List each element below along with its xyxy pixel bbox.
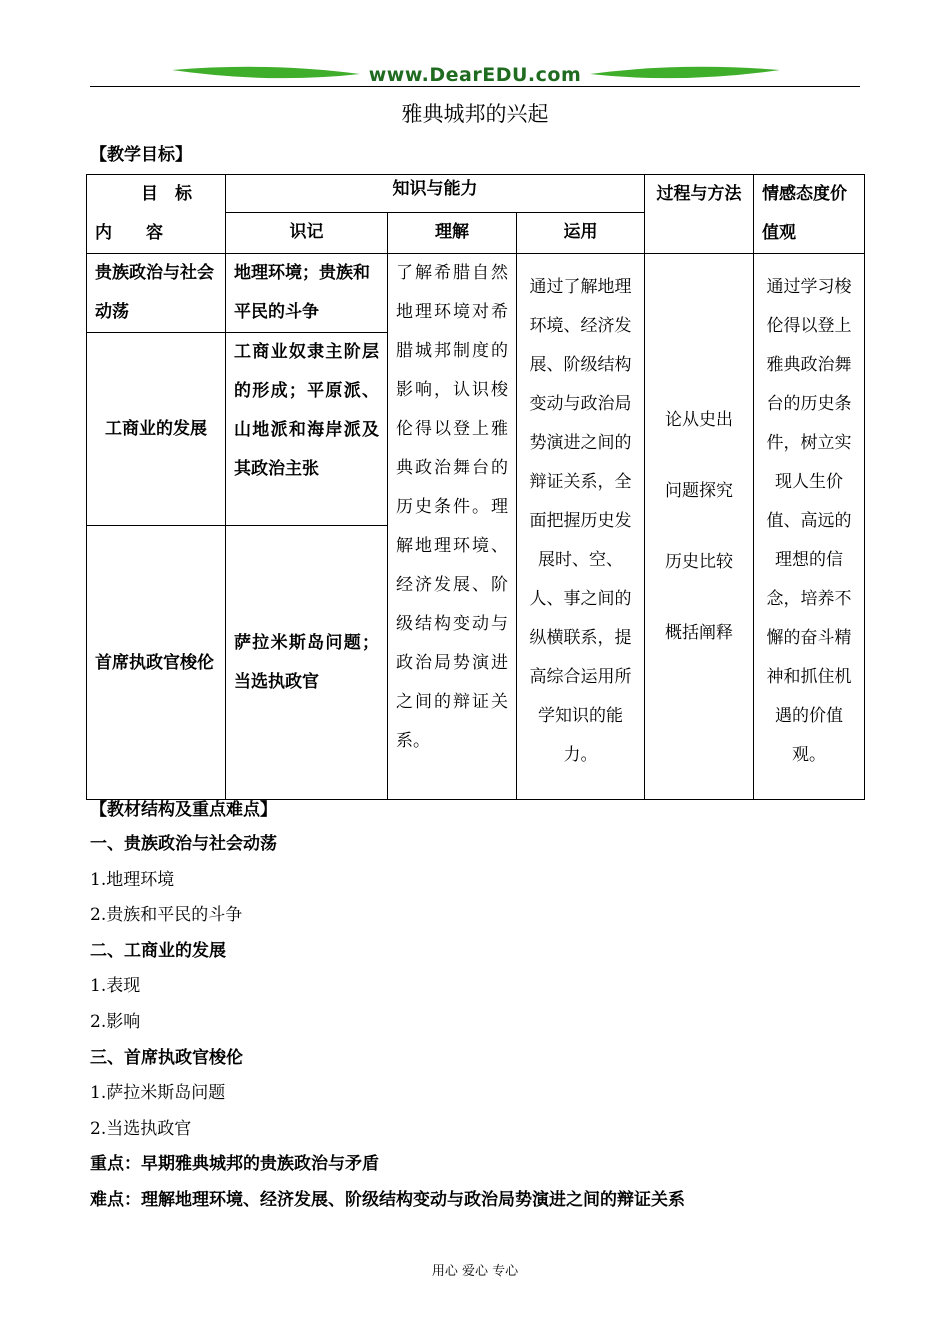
row3-memorize: 萨拉米斯岛问题；当选执政官 xyxy=(226,526,388,800)
header-apply: 运用 xyxy=(517,213,645,254)
table-header-row xyxy=(87,175,865,213)
header-target: 目 标 xyxy=(141,184,192,204)
row3-content: 首席执政官梭伦 xyxy=(87,526,226,800)
understand-cell: 了解希腊自然地理环境对希腊城邦制度的影响，认识梭伦得以登上雅典政治舞台的历史条件。理解地理环境、经济发展、阶级结构变动与政治局势演进之间的辩证关系。 xyxy=(388,254,517,800)
table-row xyxy=(87,254,865,333)
emotion-cell: 通过学习梭伦得以登上雅典政治舞台的历史条件，树立实现人生价值、高远的理想的信念，培养不懈的奋斗精神和抓住机遇的价值观。 xyxy=(754,254,865,800)
list-item: 1.萨拉米斯岛问题 xyxy=(90,1083,226,1104)
difficult-point: 难点：理解地理环境、经济发展、阶级结构变动与政治局势演进之间的辩证关系 xyxy=(90,1189,685,1210)
list-item: 2.影响 xyxy=(90,1011,141,1032)
process-item: 问题探究 xyxy=(665,480,733,501)
outline-list xyxy=(90,827,685,1219)
process-item: 概括阐释 xyxy=(665,622,733,643)
list-item: 三、首席执政官梭伦 xyxy=(90,1047,243,1068)
row2-content: 工商业的发展 xyxy=(87,333,226,526)
list-item: 1.表现 xyxy=(90,976,141,997)
header-rule xyxy=(90,86,860,87)
section-heading-structure: 【教材结构及重点难点】 xyxy=(90,800,277,820)
header-content: 内 容 xyxy=(95,223,163,243)
header-target-content xyxy=(87,175,226,254)
list-item: 2.当选执政官 xyxy=(90,1118,192,1139)
list-item: 二、工商业的发展 xyxy=(90,940,226,961)
list-item: 1.地理环境 xyxy=(90,869,175,890)
row2-memorize: 工商业奴隶主阶层的形成；平原派、山地派和海岸派及其政治主张 xyxy=(226,333,388,526)
header-understand: 理解 xyxy=(388,213,517,254)
list-item: 2.贵族和平民的斗争 xyxy=(90,905,243,926)
row1-memorize: 地理环境；贵族和平民的斗争 xyxy=(226,254,388,333)
apply-cell: 通过了解地理环境、经济发展、阶级结构变动与政治局势演进之间的辩证关系，全面把握历史发展时、空、人、事之间的纵横联系，提高综合运用所学知识的能力。 xyxy=(517,254,645,800)
process-item: 论从史出 xyxy=(665,409,733,430)
goals-table xyxy=(86,174,865,800)
row1-content: 贵族政治与社会动荡 xyxy=(87,254,226,333)
header-process: 过程与方法 xyxy=(645,175,754,254)
page-footer: 用心 爱心 专心 xyxy=(431,1264,519,1279)
site-brand[interactable]: www.DearEDU.com xyxy=(368,64,582,86)
header-emotion: 情感态度价值观 xyxy=(754,175,865,254)
list-item: 一、贵族政治与社会动荡 xyxy=(90,834,277,854)
process-item: 历史比较 xyxy=(665,551,733,572)
key-point: 重点：早期雅典城邦的贵族政治与矛盾 xyxy=(90,1154,379,1175)
page-title: 雅典城邦的兴起 xyxy=(401,102,549,126)
process-cell xyxy=(645,254,754,800)
header-knowledge: 知识与能力 xyxy=(226,175,645,213)
header-memorize: 识记 xyxy=(226,213,388,254)
section-heading-goals: 【教学目标】 xyxy=(90,145,192,165)
